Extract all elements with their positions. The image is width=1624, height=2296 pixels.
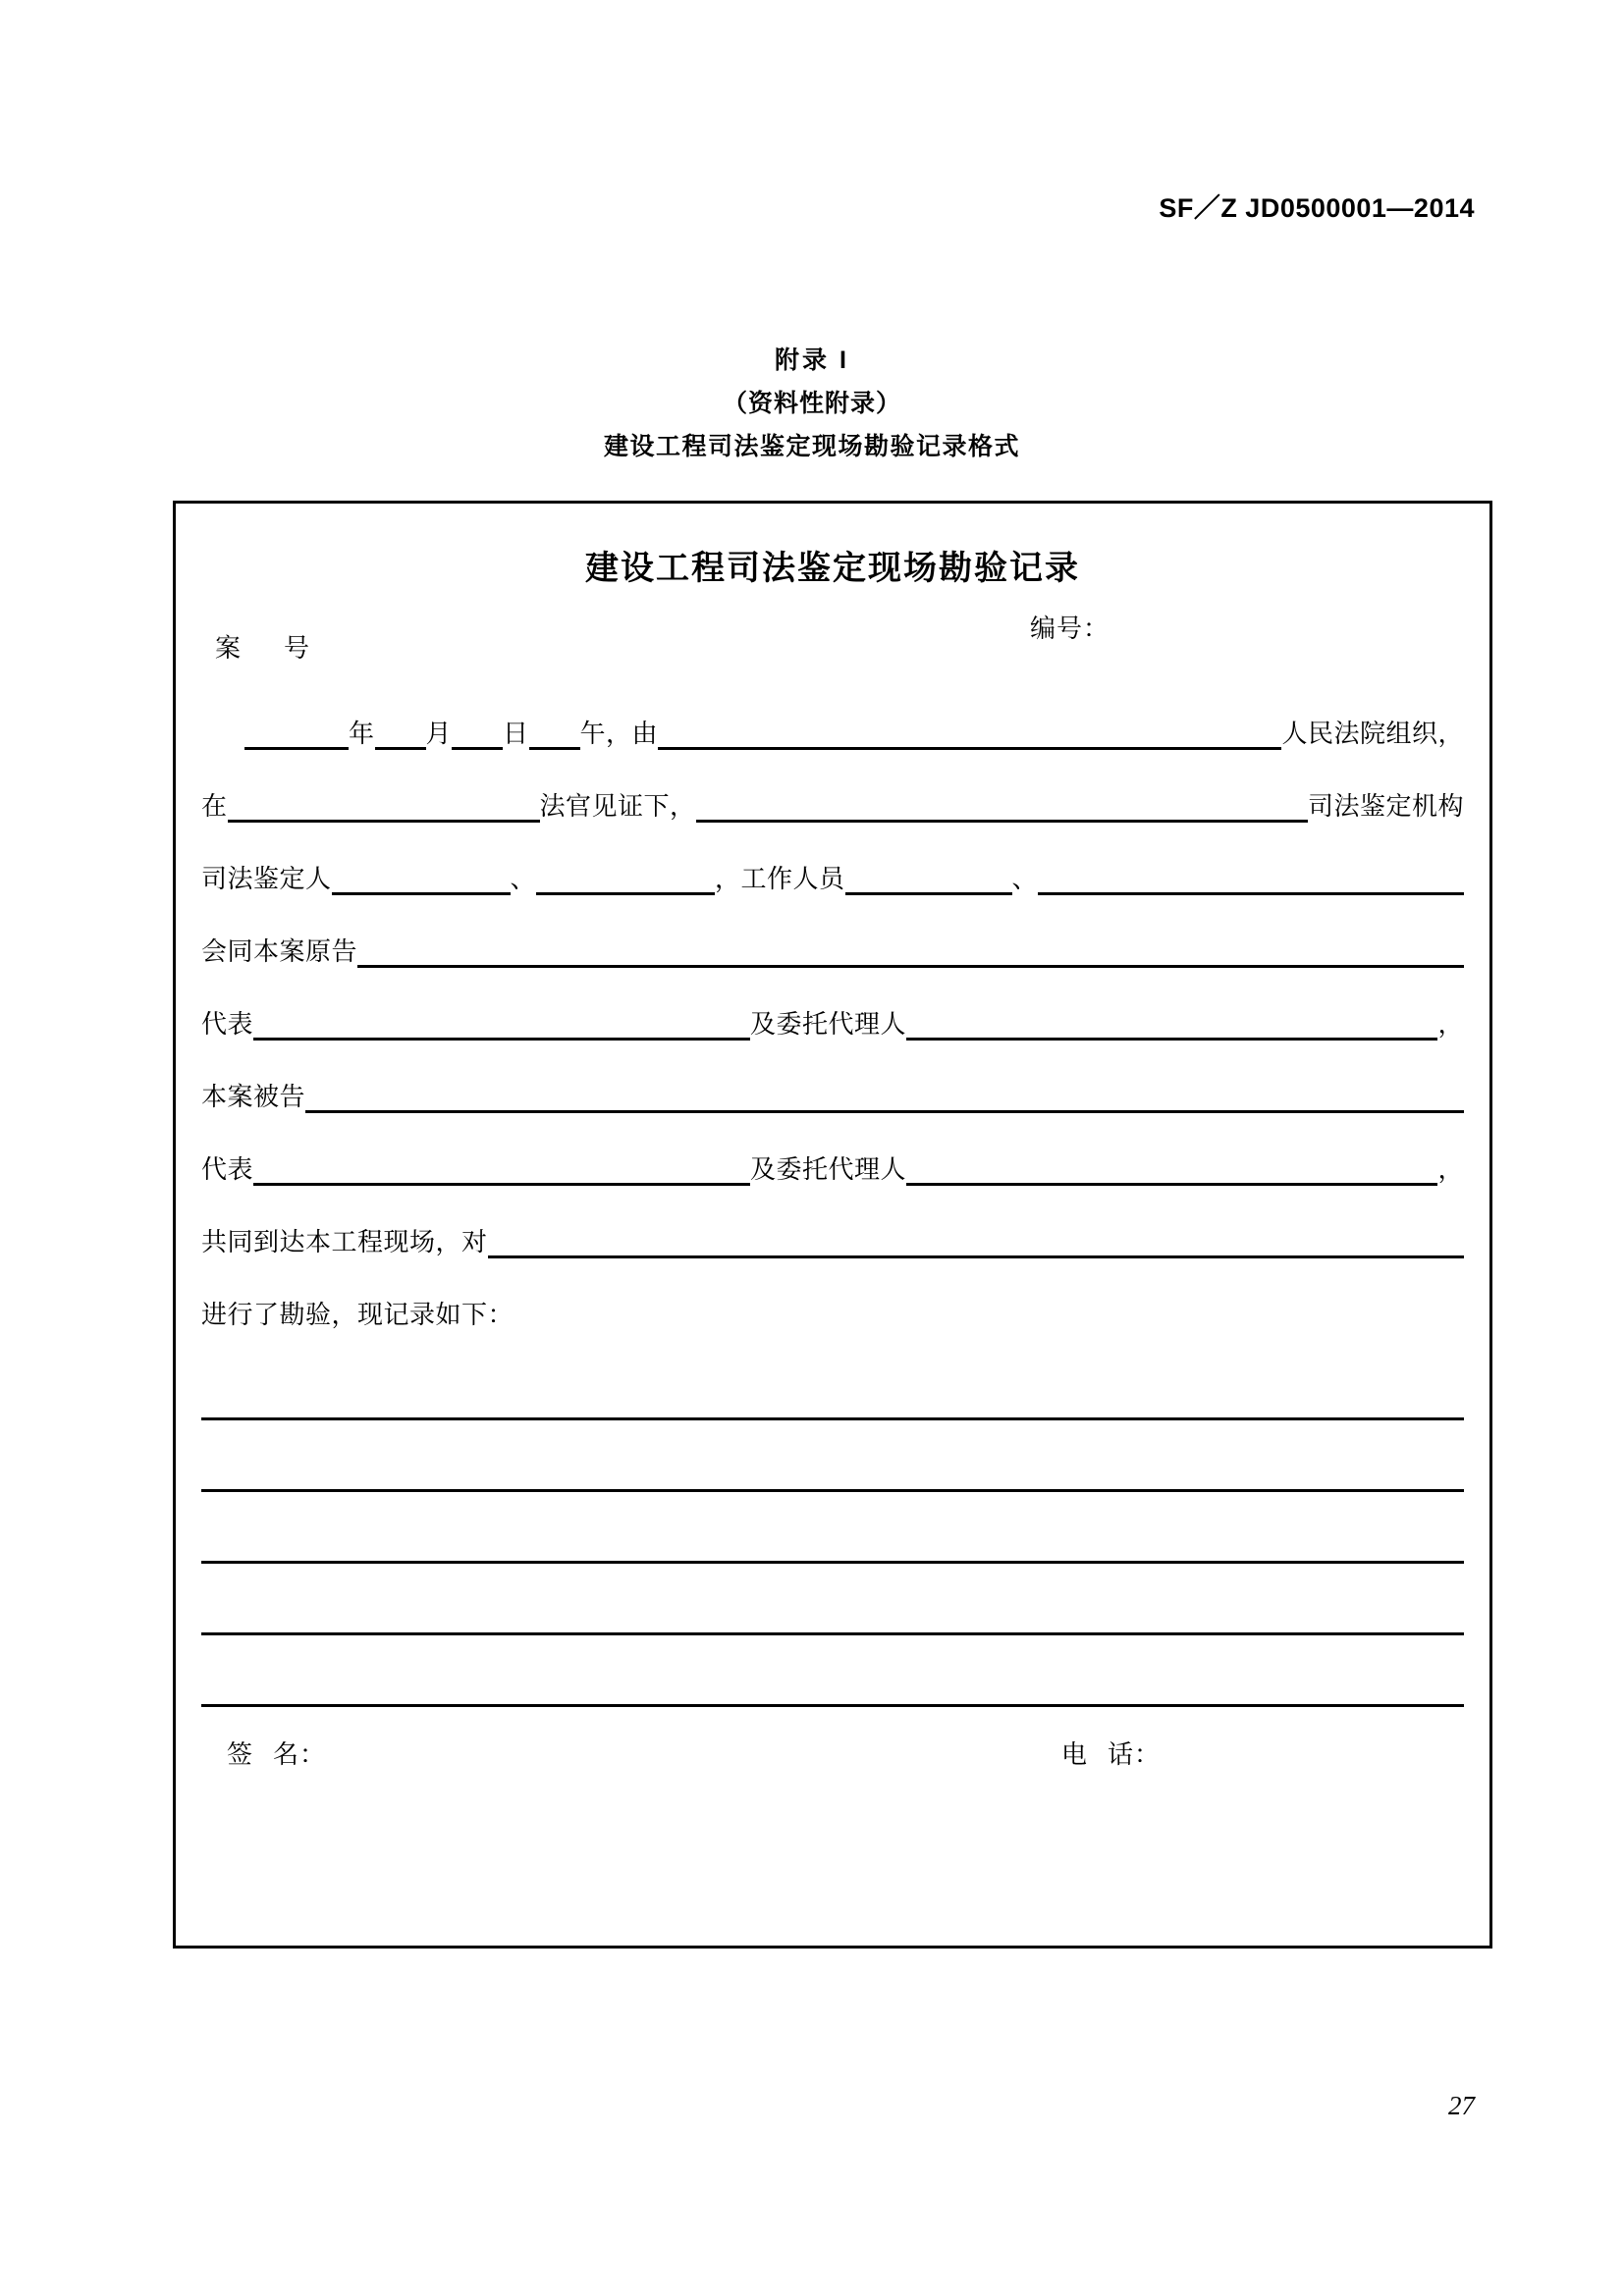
blank-appraiser-1[interactable] xyxy=(332,867,511,895)
annex-label: 附录 I xyxy=(775,347,849,374)
blank-plaintiff-agent[interactable] xyxy=(906,1012,1437,1041)
blank-appraiser-2[interactable] xyxy=(536,867,715,895)
blank-plaintiff-representative[interactable] xyxy=(253,1012,750,1041)
label-representative-plaintiff: 代表 xyxy=(201,1009,254,1039)
case-number-label-text-1: 案 xyxy=(215,633,244,663)
case-and-serial-row xyxy=(176,614,1489,677)
label-month: 月 xyxy=(425,719,453,748)
label-record-as-follows: 进行了勘验，现记录如下： xyxy=(201,1300,514,1329)
form-title: 建设工程司法鉴定现场勘验记录 xyxy=(585,550,1080,587)
signature-label-text-2: 名： xyxy=(273,1739,327,1769)
label-separator-1: 、 xyxy=(510,864,537,893)
record-blank-line[interactable] xyxy=(201,1564,1464,1635)
label-halfday-by: 午，由 xyxy=(579,719,659,748)
form-line-defendant xyxy=(201,1041,1464,1113)
label-representative-defendant: 代表 xyxy=(201,1154,254,1184)
label-arrived-at-site: 共同到达本工程现场，对 xyxy=(201,1227,488,1256)
blank-staff-1[interactable] xyxy=(845,867,1012,895)
annex-heading-block xyxy=(0,339,1624,468)
case-number-label-text-2: 号 xyxy=(284,633,312,663)
page-number: 27 xyxy=(1448,2091,1475,2120)
blank-date-year[interactable] xyxy=(244,721,349,750)
label-appraiser: 司法鉴定人 xyxy=(201,864,332,893)
label-defendant-line-end: ， xyxy=(1437,1154,1464,1184)
label-defendant: 本案被告 xyxy=(201,1082,306,1111)
label-day: 日 xyxy=(503,719,529,748)
case-number-label xyxy=(215,628,311,665)
label-agent-defendant: 及委托代理人 xyxy=(750,1154,907,1184)
label-separator-2: 、 xyxy=(1011,864,1039,893)
label-staff: ，工作人员 xyxy=(715,864,845,893)
record-blank-line[interactable] xyxy=(201,1420,1464,1492)
record-blank-lines xyxy=(176,1349,1489,1707)
annex-kind: （资料性附录） xyxy=(722,390,901,417)
label-at: 在 xyxy=(201,791,228,821)
form-line-record-intro xyxy=(201,1258,1464,1331)
serial-number-label: 编号： xyxy=(1030,614,1110,643)
telephone-label-text-1: 电 xyxy=(1061,1739,1089,1769)
blank-court-name[interactable] xyxy=(658,721,1281,750)
annex-subtitle: 建设工程司法鉴定现场勘验记录格式 xyxy=(603,433,1020,460)
blank-defendant-agent[interactable] xyxy=(906,1157,1437,1186)
blank-judge-name[interactable] xyxy=(228,794,540,823)
record-blank-line[interactable] xyxy=(201,1349,1464,1420)
form-line-defendant-representative xyxy=(201,1113,1464,1186)
label-year: 年 xyxy=(349,719,375,748)
record-blank-line[interactable] xyxy=(201,1492,1464,1564)
label-court-organized: 人民法院组织， xyxy=(1281,719,1464,748)
signature-telephone-row xyxy=(176,1713,1489,1782)
standard-code-header: SF／Z JD0500001—2014 xyxy=(1159,193,1475,223)
label-plaintiff-line-end: ， xyxy=(1437,1009,1464,1039)
telephone-label-text-2: 话： xyxy=(1108,1739,1162,1769)
form-line-witness-agency xyxy=(201,750,1464,823)
label-plaintiff: 会同本案原告 xyxy=(201,936,358,966)
blank-date-halfday[interactable] xyxy=(529,721,580,750)
blank-defendant-representative[interactable] xyxy=(253,1157,750,1186)
blank-date-day[interactable] xyxy=(452,721,503,750)
form-line-plaintiff xyxy=(201,895,1464,968)
form-line-plaintiff-representative xyxy=(201,968,1464,1041)
record-blank-line[interactable] xyxy=(201,1635,1464,1707)
signature-label-text-1: 签 xyxy=(227,1739,254,1769)
label-judge-witness: 法官见证下， xyxy=(539,791,696,821)
inspection-record-form xyxy=(173,501,1492,1949)
form-body xyxy=(176,677,1489,1331)
form-line-date-court xyxy=(201,677,1464,750)
blank-inspection-object[interactable] xyxy=(488,1230,1464,1258)
blank-defendant-name[interactable] xyxy=(305,1085,1464,1113)
form-line-appraisers-staff xyxy=(201,823,1464,895)
form-line-site-arrival xyxy=(201,1186,1464,1258)
blank-plaintiff-name[interactable] xyxy=(357,939,1464,968)
label-judicial-agency: 司法鉴定机构 xyxy=(1307,791,1464,821)
signature-label xyxy=(227,1735,326,1771)
label-agent-plaintiff: 及委托代理人 xyxy=(750,1009,907,1039)
blank-staff-2[interactable] xyxy=(1038,867,1464,895)
blank-date-month[interactable] xyxy=(375,721,426,750)
telephone-label xyxy=(1061,1735,1161,1771)
blank-agency-name[interactable] xyxy=(696,794,1308,823)
